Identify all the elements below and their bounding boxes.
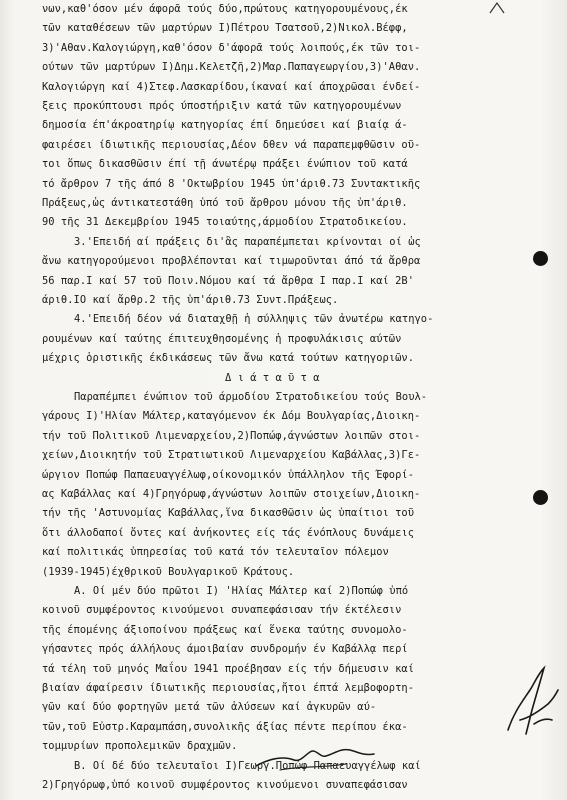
- text-line: γῶν καί δύο φορτηγῶν μετά τῶν ἁλύσεων καί ἀγκυρῶν αύ-: [42, 701, 377, 713]
- text-line: τομμυρίων προπολεμικῶν δραχμῶν.: [42, 740, 238, 752]
- text-line: βιαίαν άφαίρεσιν ίδιωτικῆς περιουσίας,ἤτοι έπτά λεμβοφορτη-: [42, 682, 415, 694]
- corner-mark: [488, 1, 506, 15]
- text-line: ρουμένων καί ταύτης έπιτευχθησομένης ἡ προφυλάκισις αύτῶν: [42, 333, 402, 345]
- text-line: Β. Οί δέ δύο τελευταῖοι Ι)Γεωργ.Ποπώφ Παπαευαγγέλωφ καί: [74, 760, 421, 772]
- text-line: ας Καβάλλας καί 4)Γρηγόρωφ,άγνώστων λοιπῶν στοιχείων,Διοικη-: [42, 488, 421, 500]
- text-line: 3)'Αθαν.Καλογιώργη,καθ'όσον δ'άφορᾶ τούς λοιπούς,έκ τῶν τοι-: [42, 42, 421, 54]
- text-line: μέχρις ὁριστικῆς έκδικάσεως τῶν ἄνω κατά τούτων κατηγοριῶν.: [42, 352, 415, 364]
- text-line: Καλογιώργη καί 4)Στεφ.Λασκαρίδου,ίκαναί καί άποχρῶσαι ένδεί-: [42, 81, 421, 93]
- text-line: τήν τοῦ Πολιτικοῦ Λιμεναρχείου,2)Ποπώφ,άγνώστων λοιπῶν στοι-: [42, 430, 421, 442]
- text-line: άριθ.ΙΟ καί ἄρθρ.2 τῆς ὑπ'άριθ.73 Συντ.Πράξεως.: [42, 294, 339, 306]
- text-line: τῆς έπομένης άξιοποίνου πράξεως καί ἕνεκα ταύτης συνομολο-: [42, 624, 408, 636]
- text-line: Πράξεως,ὡς άντικατεστάθη ὑπό τοῦ ἄρθρου μόνου τῆς ὑπ'άριθ.: [42, 197, 408, 209]
- punch-hole: [533, 251, 548, 266]
- section-heading: Δ ι ά τ α ῦ τ α: [225, 372, 320, 384]
- text-line: 2)Γρηγόρωφ,ὑπό κοινοῦ συμφέροντος κινούμενοι συναπεφάσισαν: [42, 779, 408, 791]
- signature-bottom: [250, 736, 380, 776]
- text-line: (1939-1945)έχθρικοῦ Βουλγαρικοῦ Κράτους.: [42, 566, 295, 578]
- text-line: τῶν καταθέσεων τῶν μαρτύρων Ι)Πέτρου Τσατσοῦ,2)Νικολ.Βέφφ,: [42, 22, 408, 34]
- text-line: ούτων τῶν μαρτύρων Ι)Δημ.Κελετζῆ,2)Μαρ.Παπαγεωργίου,3)'Αθαν.: [42, 61, 421, 73]
- text-line: 4.'Επειδή δέον νά διαταχθῇ ἡ σύλληψις τῶν ἀνωτέρω κατηγο-: [74, 313, 434, 325]
- text-line: τήν τῆς 'Αστυνομίας Καβάλλας,ἵνα δικασθῶσιν ὡς ὑπαίτιοι τοῦ: [42, 507, 415, 519]
- text-line: καί πολιτικάς ὑπηρεσίας τοῦ κατά τόν τελευταῖον πόλεμον: [42, 546, 389, 558]
- text-line: ξεις προκύπτουσι πρός ύποστήριξιν κατά τῶν κατηγορουμένων: [42, 100, 402, 112]
- punch-hole: [533, 490, 548, 505]
- text-line: 90 τῆς 31 Δεκεμβρίου 1945 τοιαύτης,άρμοδίου Στρατοδικείου.: [42, 216, 408, 228]
- text-line: φαιρέσει ίδιωτικῆς περιουσίας,Δέον δθεν νά παραπεμφθῶσιν οῦ-: [42, 139, 421, 151]
- text-line: δημοσία έπ'άκροατηρίῳ κατηγορίας έπί δημεύσει καί βιαίᾳ ά-: [42, 119, 408, 131]
- text-line: τῶν,τοῦ Εὐστρ.Καραμπάση,συνολικῆς άξίας πέντε περίπου έκα-: [42, 721, 408, 733]
- text-line: τά τέλη τοῦ μηνός Μαΐου 1941 προέβησαν είς τήν δήμευσιν καί: [42, 663, 415, 675]
- text-line: νων,καθ'όσον μέν άφορᾶ τούς δύο,πρώτους κατηγορουμένους,έκ: [42, 3, 408, 15]
- text-line: ὅτι άλλοδαποί ὄντες καί ἀνήκοντες είς τάς ένόπλους δυνάμεις: [42, 527, 415, 539]
- text-line: τοι ὅπως δικασθῶσιν έπί τῇ άνωτέρῳ πράξει ένώπιον τοῦ κατά: [42, 158, 408, 170]
- text-line: ἄνω κατηγορούμενοι προβλέπονται καί τιμωροῦνται άπό τά ἄρθρα: [42, 255, 421, 267]
- text-line: χείων,Διοικητήν τοῦ Στρατιωτικοῦ Λιμεναρχείου Καβάλλας,3)Γε-: [42, 449, 421, 461]
- text-line: κοινοῦ συμφέροντος κινούμενοι συναπεφάσισαν τήν έκτέλεσιν: [42, 604, 402, 616]
- signature-right: [500, 660, 562, 745]
- text-line: 56 παρ.Ι καί 57 τοῦ Ποιν.Νόμου καί τά ἄρθρα Ι παρ.Ι καί 2Β': [42, 275, 415, 287]
- text-line: τό ἄρθρον 7 τῆς άπό 8 'Οκτωβρίου 1945 ὑπ'άριθ.73 Συντακτικῆς: [42, 178, 421, 190]
- text-line: Παραπέμπει ένώπιον τοῦ άρμοδίου Στρατοδικείου τούς Βουλ-: [74, 391, 428, 403]
- text-line: ώργιον Ποπώφ Παπαευαγγέλωφ,οίκονομικόν ὑπάλληλον τῆς Έφορί-: [42, 469, 415, 481]
- text-line: γήσαντες πρός άλλήλους άμοιβαίαν συνδρομήν έν Καβάλλᾳ περί: [42, 643, 408, 655]
- text-line: Α. Οί μέν δύο πρῶτοι Ι) 'Ηλίας Μάλτερ καί 2)Ποπώφ ὑπό: [74, 585, 409, 597]
- text-line: γάρους Ι)'Ηλίαν Μάλτερ,καταγόμενον έκ Δόμ Βουλγαρίας,Διοικη-: [42, 410, 421, 422]
- text-line: 3.'Επειδή αί πράξεις δι'ἃς παραπέμπεται κρίνονται οί ὡς: [74, 236, 421, 248]
